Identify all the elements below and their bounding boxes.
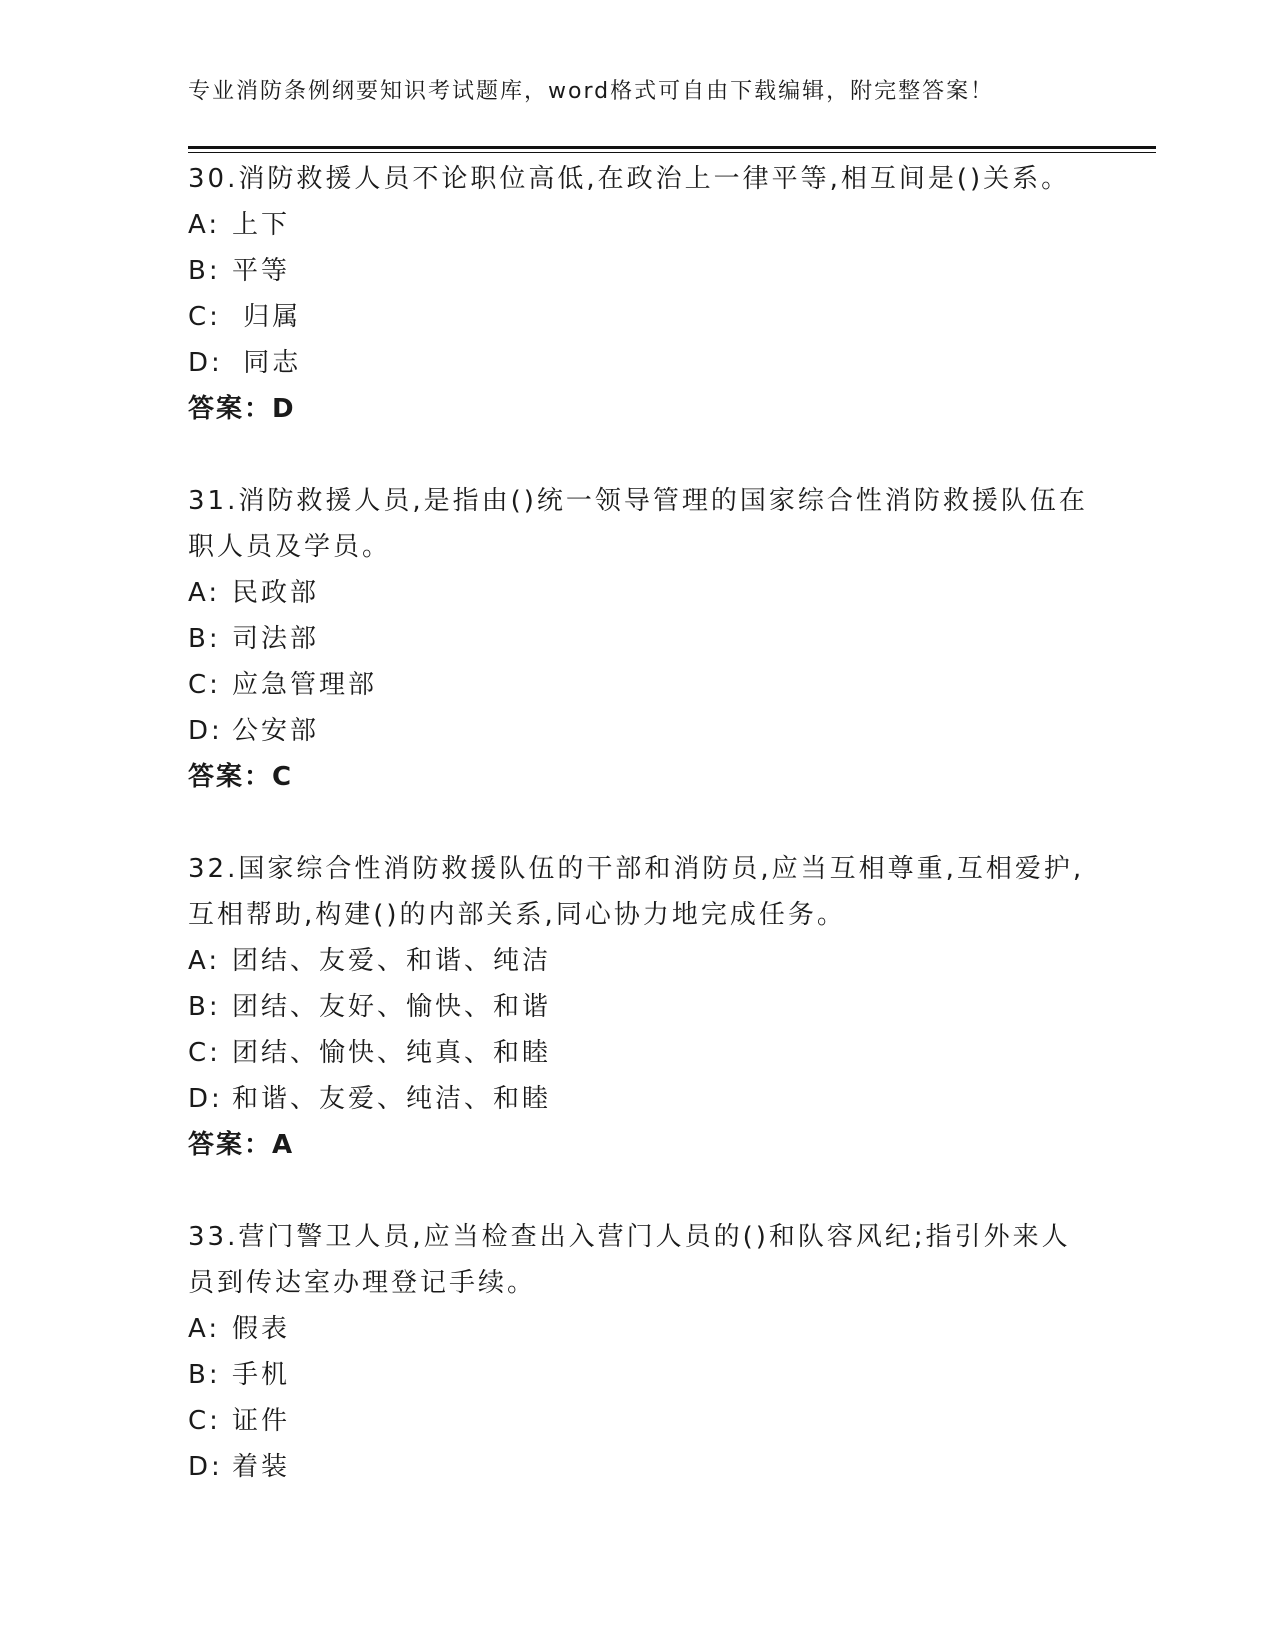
option-key: D: — [188, 1084, 223, 1114]
option-b — [188, 248, 1088, 294]
option-d — [188, 708, 1088, 754]
page-header-title: 专业消防条例纲要知识考试题库，word格式可自由下载编辑，附完整答案！ — [188, 79, 995, 104]
header-rule-thick — [188, 146, 1156, 149]
option-key: A: — [188, 578, 221, 608]
option-key: A: — [188, 1314, 221, 1344]
option-text: 着装 — [232, 1452, 291, 1482]
option-c — [188, 1398, 1088, 1444]
option-key: D: — [188, 1452, 223, 1482]
question-stem: 30.消防救援人员不论职位高低,在政治上一律平等,相互间是()关系。 — [188, 164, 1071, 194]
option-text: 司法部 — [232, 624, 320, 654]
option-key: D: — [188, 348, 223, 378]
option-c — [188, 294, 1088, 340]
option-text: 归属 — [232, 302, 302, 332]
option-key: B: — [188, 992, 221, 1022]
option-key: C: — [188, 302, 221, 332]
option-key: D: — [188, 716, 223, 746]
option-text: 团结、友好、愉快、和谐 — [232, 992, 552, 1022]
option-text: 上下 — [232, 210, 291, 240]
option-a — [188, 938, 1088, 984]
option-c — [188, 662, 1088, 708]
question-32 — [188, 846, 1088, 1168]
option-d — [188, 1076, 1088, 1122]
option-key: A: — [188, 946, 221, 976]
option-key: B: — [188, 1360, 221, 1390]
header-rule-thin — [188, 152, 1156, 153]
option-text: 手机 — [232, 1360, 291, 1390]
question-stem: 33.营门警卫人员,应当检查出入营门人员的()和队容风纪;指引外来人员到传达室办理登记手续。 — [188, 1222, 1071, 1298]
question-stem: 32.国家综合性消防救援队伍的干部和消防员,应当互相尊重,互相爱护,互相帮助,构建()的内部关系,同心协力地完成任务。 — [188, 854, 1085, 930]
option-key: A: — [188, 210, 221, 240]
option-text: 假表 — [232, 1314, 291, 1344]
option-d — [188, 1444, 1088, 1490]
option-text: 证件 — [232, 1406, 291, 1436]
answer-label: 答案：C — [188, 762, 294, 792]
option-text: 团结、愉快、纯真、和睦 — [232, 1038, 552, 1068]
option-a — [188, 570, 1088, 616]
option-d — [188, 340, 1088, 386]
option-text: 和谐、友爱、纯洁、和睦 — [232, 1084, 552, 1114]
option-b — [188, 1352, 1088, 1398]
option-text: 应急管理部 — [232, 670, 378, 700]
question-stem: 31.消防救援人员,是指由()统一领导管理的国家综合性消防救援队伍在职人员及学员。 — [188, 486, 1088, 562]
option-key: B: — [188, 256, 221, 286]
question-31 — [188, 478, 1088, 800]
option-b — [188, 984, 1088, 1030]
question-list — [188, 156, 1088, 1536]
question-30 — [188, 156, 1088, 432]
option-a — [188, 1306, 1088, 1352]
answer-label: 答案：A — [188, 1130, 295, 1160]
option-b — [188, 616, 1088, 662]
question-33 — [188, 1214, 1088, 1490]
option-c — [188, 1030, 1088, 1076]
option-key: C: — [188, 1038, 221, 1068]
option-text: 团结、友爱、和谐、纯洁 — [232, 946, 552, 976]
option-text: 公安部 — [232, 716, 320, 746]
option-key: C: — [188, 1406, 221, 1436]
option-text: 平等 — [232, 256, 291, 286]
answer-label: 答案：D — [188, 394, 296, 424]
option-key: B: — [188, 624, 221, 654]
option-key: C: — [188, 670, 221, 700]
option-a — [188, 202, 1088, 248]
option-text: 同志 — [232, 348, 302, 378]
option-text: 民政部 — [232, 578, 320, 608]
